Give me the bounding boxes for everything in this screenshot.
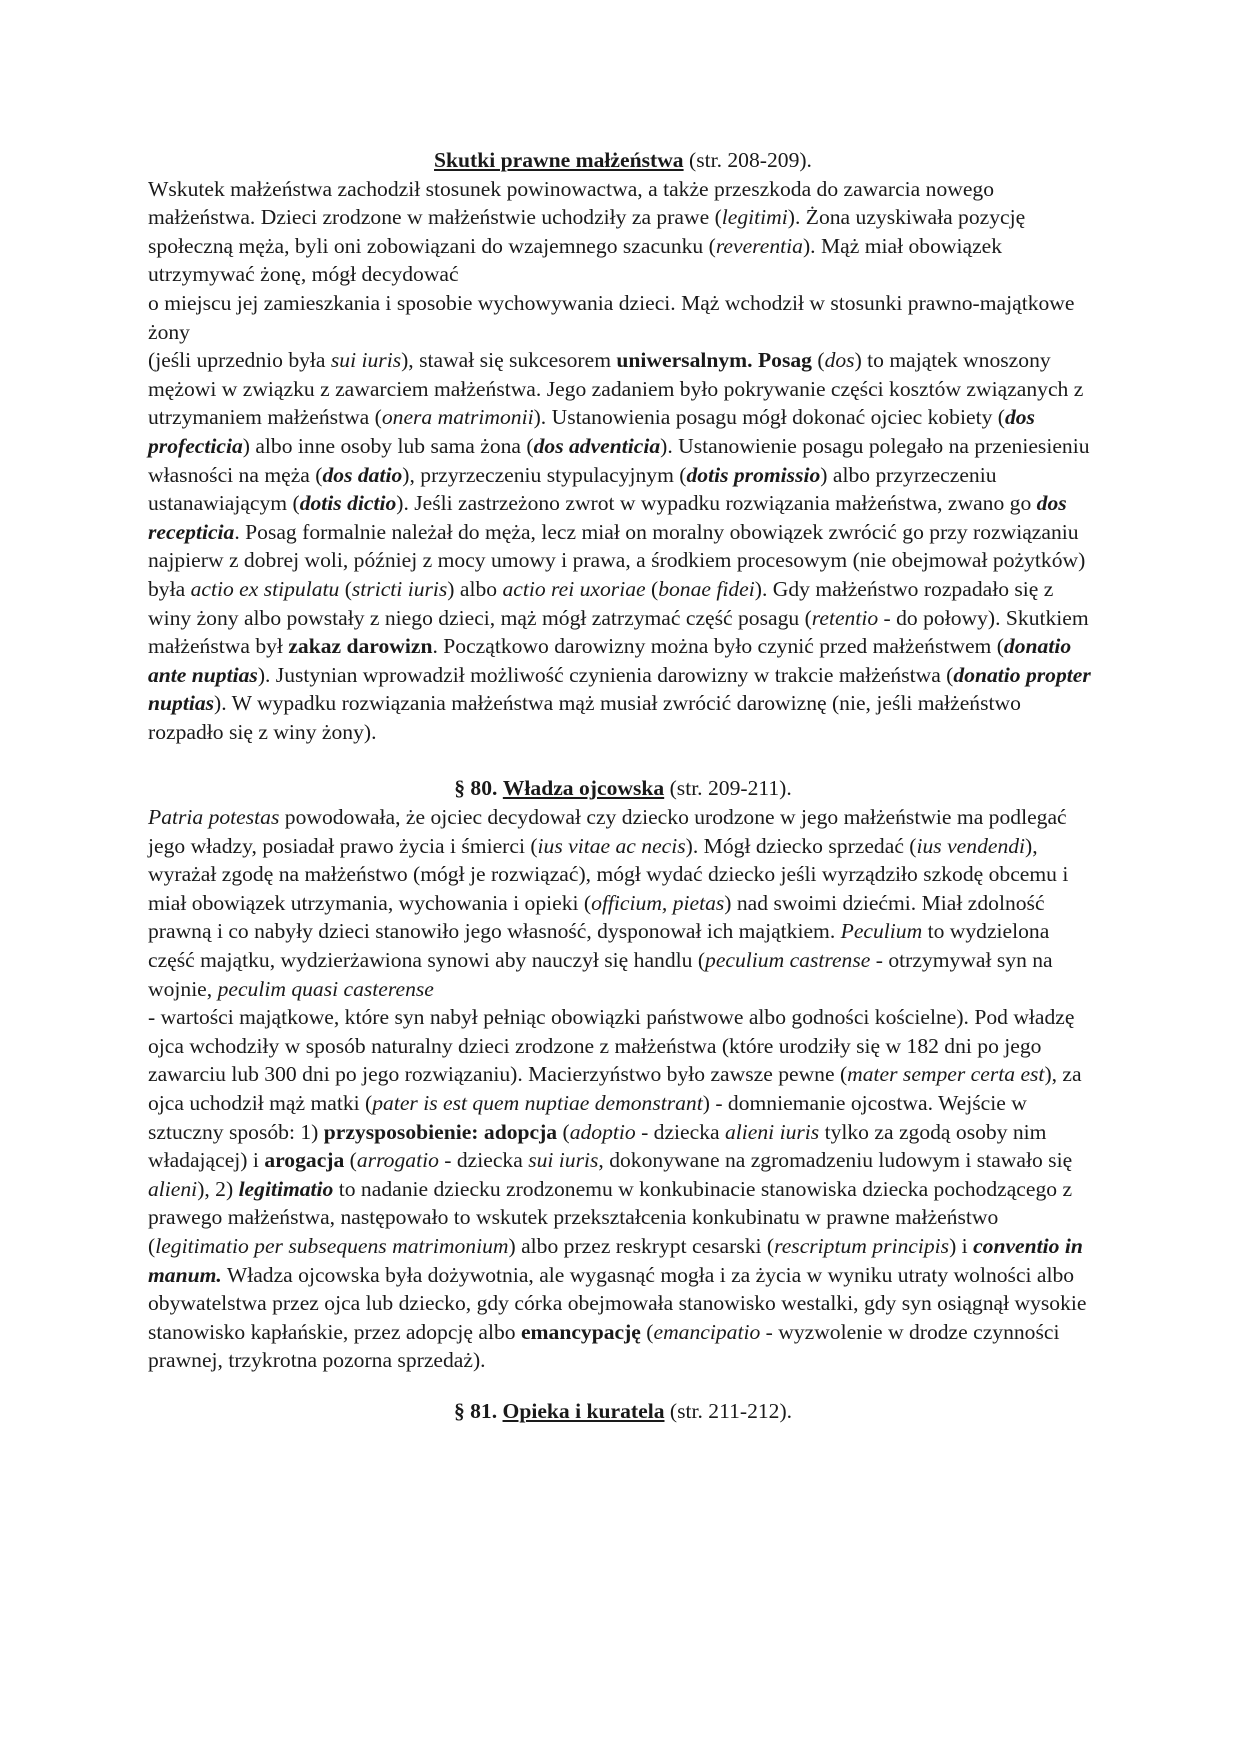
section-pages: (str. 211-212).: [669, 1398, 793, 1423]
section-title: Władza ojcowska: [502, 776, 665, 801]
section-pages: (str. 208-209).: [689, 148, 812, 172]
section-pages: (str. 209-211).: [669, 776, 792, 801]
section-heading-opieka: § 81. Opieka i kuratela (str. 211-212).: [453, 1398, 793, 1423]
document-page: [148, 146, 1098, 1426]
paragraph-skutki: Wskutek małżeństwa zachodził stosunek powinowactwa, a także przeszkoda do zawarcia nowego małżeństwa. Dzieci zrodzone w małżeństwie uchodziły za prawe (legitimi). Żona uzyskiwała pozycję społeczną męża, byli oni zobowiązani do wzajemnego szacunku (reverentia). Mąż miał obowiązek utrzymywać żonę, mógł decydować o miejscu jej zamieszkania i sposobie wychowywania dzieci. Mąż wchodził w stosunki prawno-majątkowe żony (jeśli uprzednio była sui iuris), stawał się sukcesorem uniwersalnym. Posag (dos) to majątek wnoszony mężowi w związku z zawarciem małżeństwa. Jego zadaniem było pokrywanie części kosztów związanych z utrzymaniem małżeństwa (onera matrimonii). Ustanowienia posagu mógł dokonać ojciec kobiety (dos profecticia) albo inne osoby lub sama żona (dos adventicia). Ustanowienie posagu polegało na przeniesieniu własności na męża (dos datio), przyrzeczeniu stypulacyjnym (dotis promissio) albo przyrzeczeniu ustanawiającym (dotis dictio). Jeśli zastrzeżono zwrot w wypadku rozwiązania małżeństwa, zwano go dos recepticia. Posag formalnie należał do męża, lecz miał on moralny obowiązek zwrócić go przy rozwiązaniu najpierw z dobrej woli, później z mocy umowy i prawa, a środkiem procesowym (nie obejmował pożytków) była actio ex stipulatu (stricti iuris) albo actio rei uxoriae (bonae fidei). Gdy małżeństwo rozpadało się z winy żony albo powstały z niego dzieci, mąż mógł zatrzymać część posagu (retentio - do połowy). Skutkiem małżeństwa był zakaz darowizn. Początkowo darowizny można było czynić przed małżeństwem (donatio ante nuptias). Justynian wprowadził możliwość czynienia darowizny w trakcie małżeństwa (donatio propter nuptias). W wypadku rozwiązania małżeństwa mąż musiał zwrócić darowiznę (nie, jeśli małżeństwo rozpadło się z winy żony).: [148, 176, 1091, 744]
section-title: Opieka i kuratela: [502, 1398, 665, 1423]
spacer: [148, 1375, 1098, 1397]
section-title: Skutki prawne małżeństwa: [434, 148, 684, 172]
section-heading-wladza: § 80. Władza ojcowska (str. 209-211).: [454, 776, 792, 801]
section-heading-skutki: [148, 146, 1098, 175]
spacer: [148, 746, 1098, 774]
paragraph-wladza: Patria potestas powodowała, że ojciec decydował czy dziecko urodzone w jego małżeństwie ma podlegać jego władzy, posiadał prawo życia i śmierci (ius vitae ac necis). Mógł dziecko sprzedać (ius vendendi), wyrażał zgodę na małżeństwo (mógł je rozwiązać), mógł wydać dziecko jeśli wyrządziło szkodę obcemu i miał obowiązek utrzymania, wychowania i opieki (officium, pietas) nad swoimi dziećmi. Miał zdolność prawną i co nabyły dzieci stanowiło jego własność, dysponował ich majątkiem. Peculium to wydzielona część majątku, wydzierżawiona synowi aby nauczył się handlu (peculium castrense - otrzymywał syn na wojnie, peculim quasi casterense - wartości majątkowe, które syn nabył pełniąc obowiązki państwowe albo godności kościelne). Pod władzę ojca wchodziły w sposób naturalny dzieci zrodzone z małżeństwa (które urodziły się w 182 dni po jego zawarciu lub 300 dni po jego rozwiązaniu). Macierzyństwo było zawsze pewne (mater semper certa est), za ojca uchodził mąż matki (pater is est quem nuptiae demonstrant) - domniemanie ojcostwa. Wejście w sztuczny sposób: 1) przysposobienie: adopcja (adoptio - dziecka alieni iuris tylko za zgodą osoby nim władającej) i arogacja (arrogatio - dziecka sui iuris, dokonywane na zgromadzeniu ludowym i stawało się alieni), 2) legitimatio to nadanie dziecku zrodzonemu w konkubinacie stanowiska dziecka pochodzącego z prawego małżeństwa, następowało to wskutek przekształcenia konkubinatu w prawne małżeństwo (legitimatio per subsequens matrimonium) albo przez reskrypt cesarski (rescriptum principis) i conventio in manum. Władza ojcowska była dożywotnia, ale wygasnąć mogła i za życia w wyniku utraty wolności albo obywatelstwa przez ojca lub dziecko, gdy córka obejmowała stanowisko westalki, gdy syn osiągnął wysokie stanowisko kapłańskie, przez adopcję albo emancypację (emancipatio - wyzwolenie w drodze czynności prawnej, trzykrotna pozorna sprzedaż).: [148, 805, 1087, 1373]
